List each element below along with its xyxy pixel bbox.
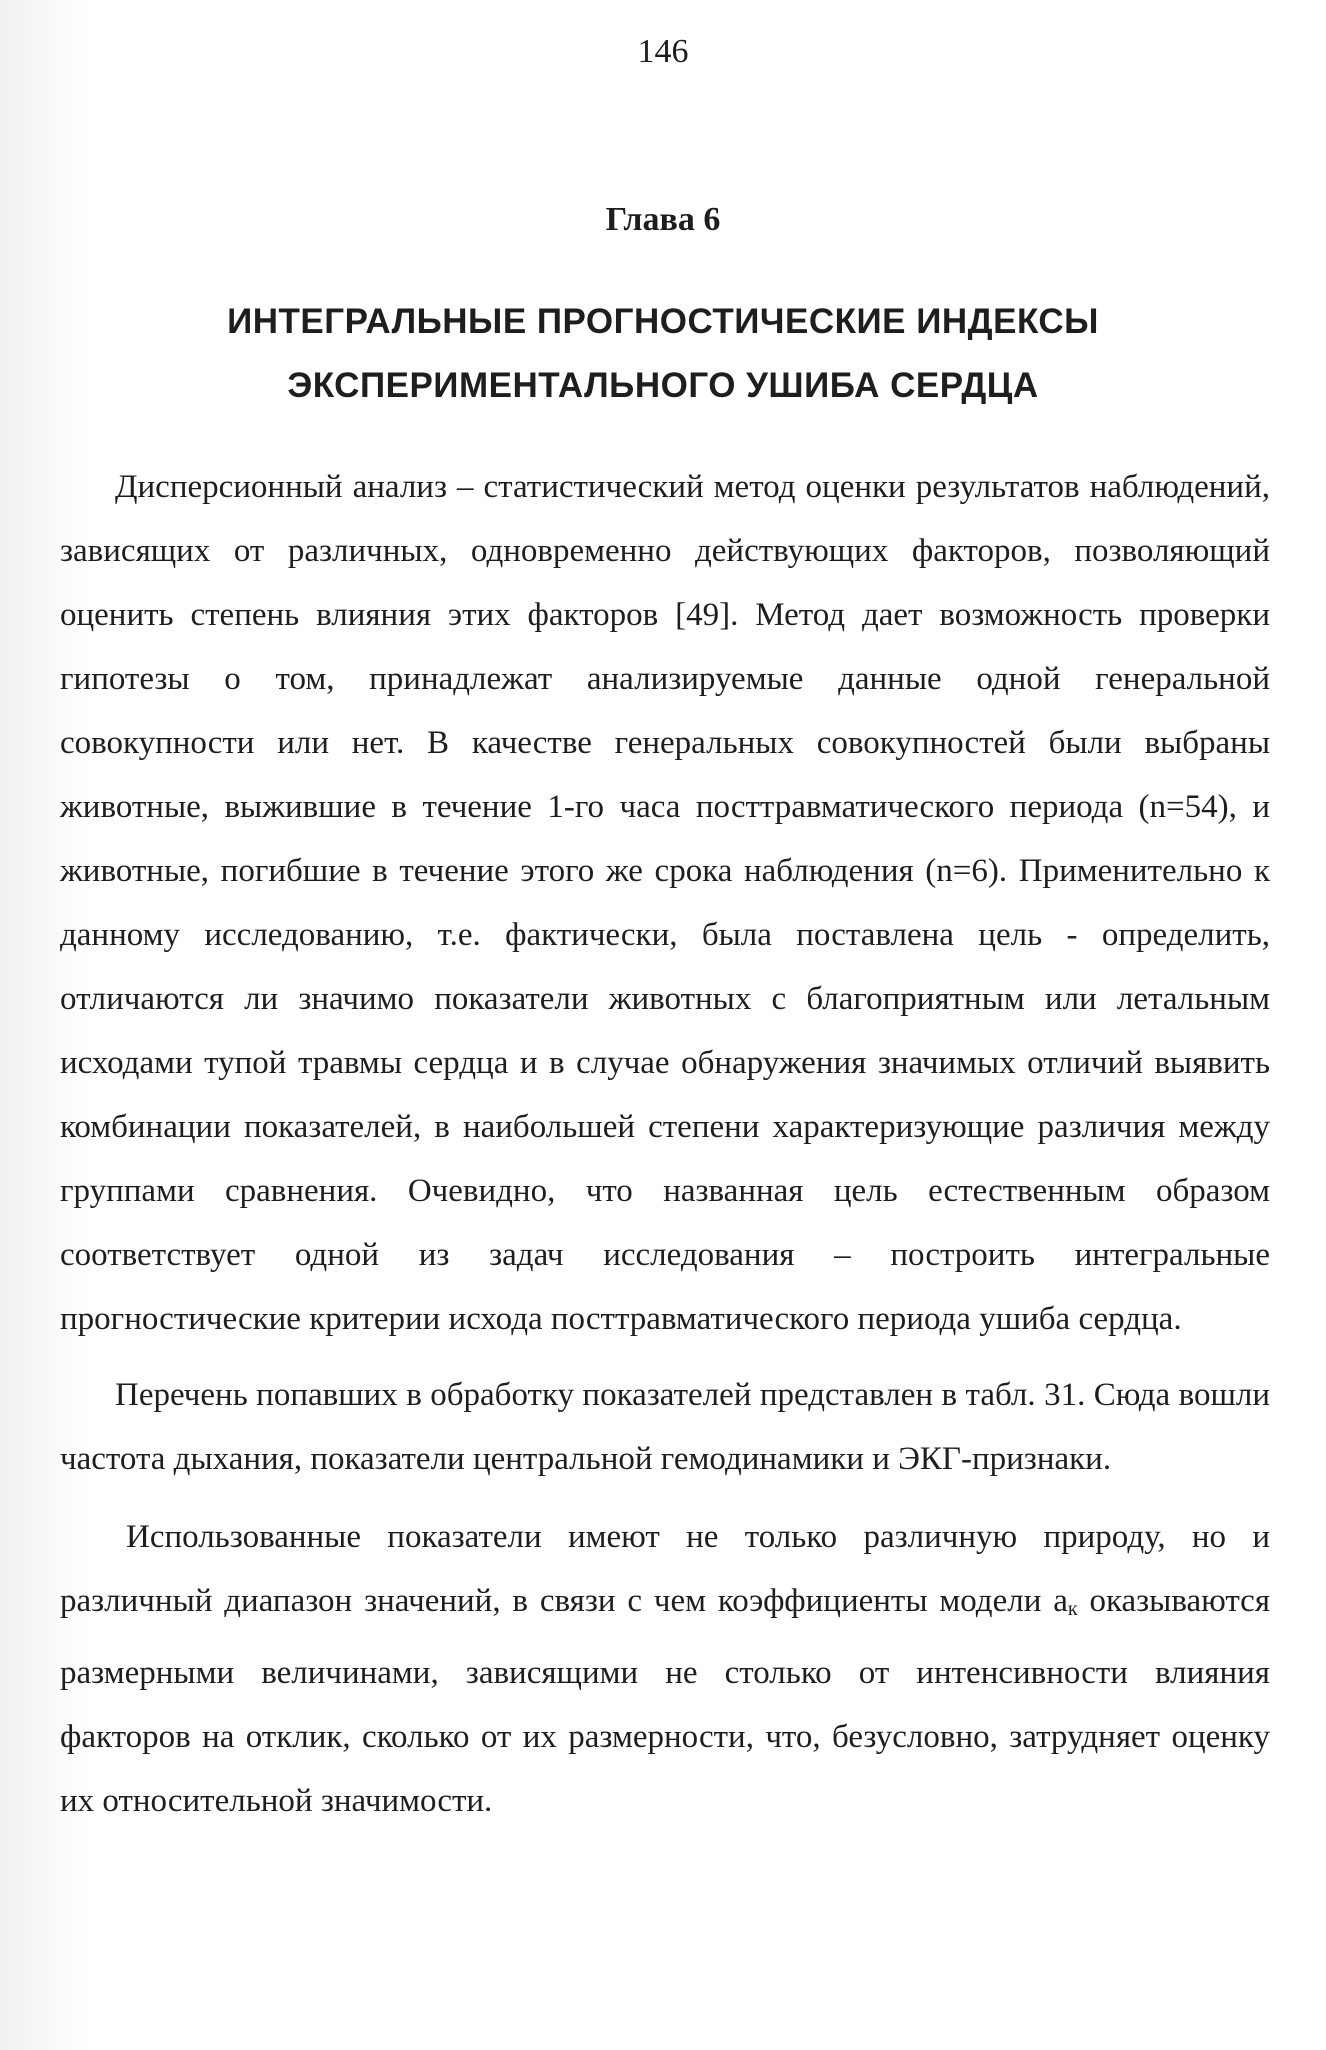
coefficient-subscript: к xyxy=(1067,1598,1078,1620)
paragraph-3-part-1: Использованные показатели имеют не только различную природу, но и различный диапазон значений, в связи с чем коэффициенты модели a xyxy=(60,1519,1270,1619)
chapter-title-line-1: ИНТЕГРАЛЬНЫЕ ПРОГНОСТИЧЕСКИЕ ИНДЕКСЫ xyxy=(227,302,1099,341)
chapter-title-line-2: ЭКСПЕРИМЕНТАЛЬНОГО УШИБА СЕРДЦА xyxy=(287,366,1039,405)
body-text xyxy=(60,455,1270,1833)
paragraph-3-part-2: оказываются размерными величинами, зависящими не столько от интенсивности влияния факторов на отклик, сколько от их размерности, что, безусловно, затрудняет оценку их относительной значимости. xyxy=(60,1583,1270,1819)
chapter-title xyxy=(0,290,1326,418)
page-number: 146 xyxy=(637,33,689,70)
paragraph-1: Дисперсионный анализ – статистический метод оценки результатов наблюдений, зависящих от различных, одновременно действующих факторов, позволяющий оценить степень влияния этих факторов [49]. Метод дает возможность проверки гипотезы о том, принадлежат анализируемые данные одной генеральной совокупности или нет. В качестве генеральных совокупностей были выбраны животные, выжившие в течение 1-го часа посттравматического периода (n=54), и животные, погибшие в течение этого же срока наблюдения (n=6). Применительно к данному исследованию, т.е. фактически, была поставлена цель - определить, отличаются ли значимо показатели животных с благоприятным или летальным исходами тупой травмы сердца и в случае обнаружения значимых отличий выявить комбинации показателей, в наибольшей степени характеризующие различия между группами сравнения. Очевидно, что названная цель естественным образом соответствует одной из задач исследования – построить интегральные прогностические критерии исхода посттравматического периода ушиба сердца. xyxy=(60,469,1270,1337)
chapter-label: Глава 6 xyxy=(605,201,721,238)
paragraph-3 xyxy=(60,1505,1270,1833)
paragraph-2: Перечень попавших в обработку показателей представлен в табл. 31. Сюда вошли частота дыхания, показатели центральной гемодинамики и ЭКГ-признаки. xyxy=(60,1377,1270,1477)
